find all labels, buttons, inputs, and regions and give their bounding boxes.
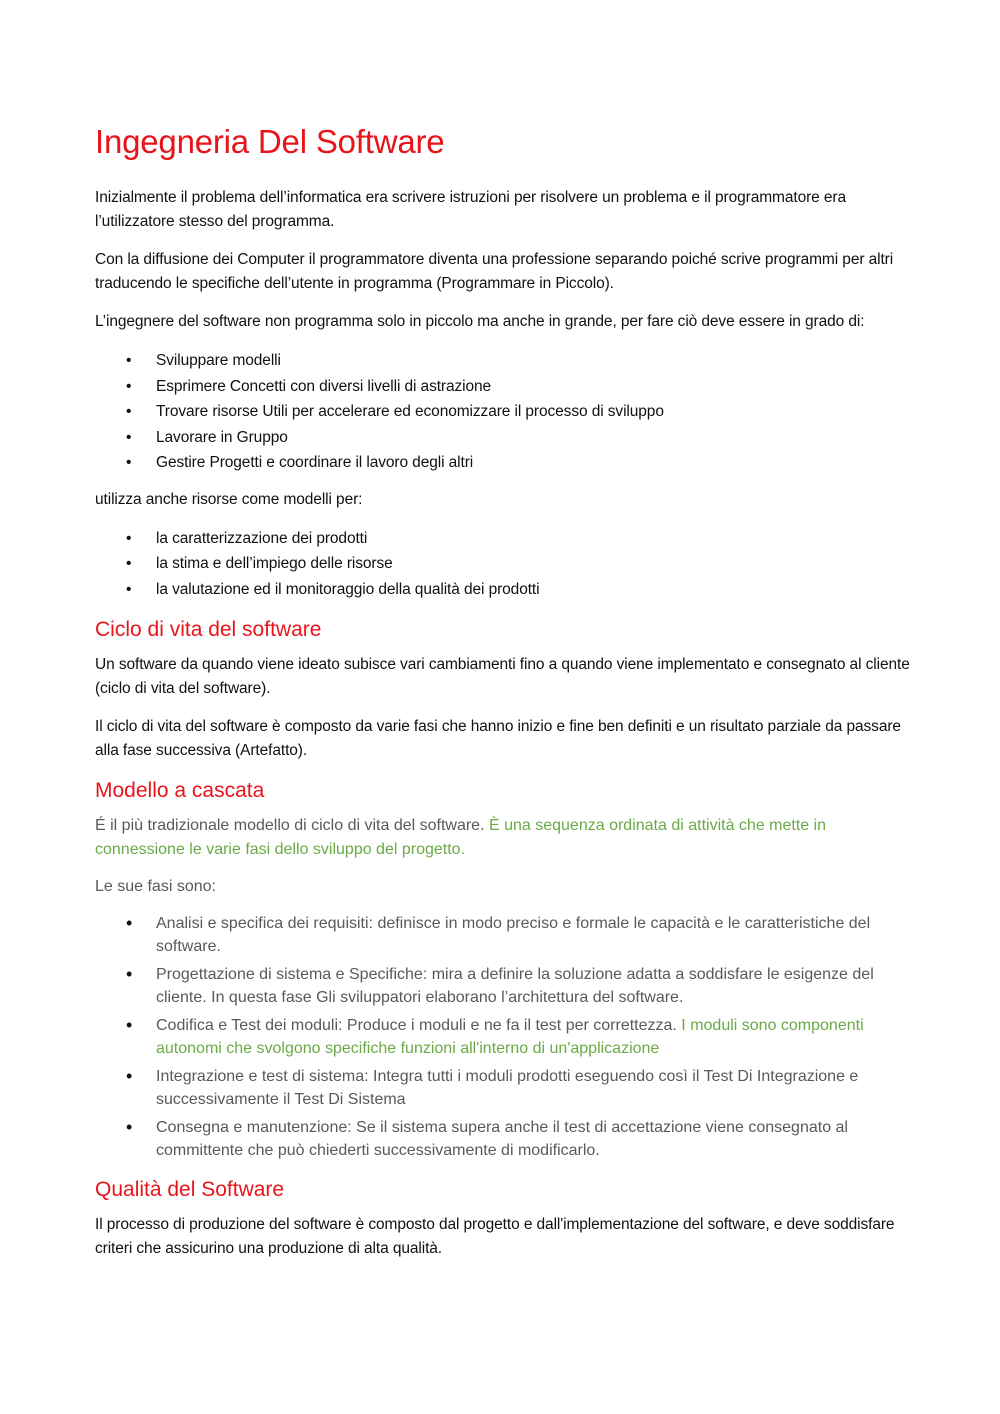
bullet-icon: • [126, 428, 132, 446]
intro-paragraph-1: Inizialmente il problema dell’informatica era scrivere istruzioni per risolvere un problema e il programmatore era l’utilizzatore stesso del programma. [95, 189, 846, 230]
list-item: • Analisi e specifica dei requisiti: definisce in modo preciso e formale le capacità e le caratteristiche del software. [126, 913, 871, 955]
bullet-icon: • [126, 964, 133, 984]
list-item: • Esprimere Concetti con diversi livelli di astrazione [95, 374, 915, 400]
list-item: • Codifica e Test dei moduli: Produce i moduli e ne fa il test per correttezza. I moduli sono componenti autonomi che svolgono specifiche funzioni all'interno di un'applicazione [126, 1015, 864, 1057]
heading-modello-a-cascata: Modello a cascata [95, 779, 265, 802]
heading-ciclo-di-vita: Ciclo di vita del software [95, 618, 322, 641]
uses-list [95, 526, 915, 603]
heading-qualita: Qualità del Software [95, 1178, 285, 1201]
cascata-paragraph-1: É il più tradizionale modello di ciclo di vita del software. È una sequenza ordinata di attività che mette in connessione le varie fasi dello sviluppo del progetto. [95, 817, 827, 858]
intro-paragraph-3: L’ingegnere del software non programma solo in piccolo ma anche in grande, per fare ciò deve essere in grado di: [95, 313, 865, 330]
intro-paragraph-2: Con la diffusione dei Computer il programmatore diventa una professione separando poiché scrive programmi per altri traducendo le specifiche dell’utente in programma (Programmare in Piccolo). [95, 251, 894, 292]
list-item: • la stima e dell’impiego delle risorse [95, 551, 915, 577]
bullet-icon: • [126, 1015, 133, 1035]
bullet-icon: • [126, 377, 132, 395]
bullet-icon: • [126, 529, 132, 547]
bullet-icon: • [126, 1117, 133, 1137]
ciclo-paragraph-2: Il ciclo di vita del software è composto da varie fasi che hanno inizio e fine ben definiti e un risultato parziale da passare alla fase successiva (Artefatto). [95, 718, 901, 759]
document-title: Ingegneria Del Software [95, 123, 445, 160]
list-item: • Consegna e manutenzione: Se il sistema supera anche il test di accettazione viene consegnato al committente che può chiederti successivamente di modificarlo. [126, 1117, 848, 1159]
list-item: • Lavorare in Gruppo [95, 425, 915, 451]
phases-list [95, 913, 915, 1162]
bullet-icon: • [126, 1066, 133, 1086]
bullet-icon: • [126, 913, 133, 933]
cascata-paragraph-2: Le sue fasi sono: [95, 878, 216, 895]
list-item: • Gestire Progetti e coordinare il lavoro degli altri [95, 450, 915, 476]
bullet-icon: • [126, 555, 132, 572]
bullet-icon: • [126, 403, 132, 420]
list-item: • Integrazione e test di sistema: Integra tutti i moduli prodotti eseguendo così il Test Di Integrazione e successivamente il Test Di Sistema [126, 1066, 859, 1108]
ciclo-paragraph-1: Un software da quando viene ideato subisce vari cambiamenti fino a quando viene implementato e consegnato al cliente (ciclo di vita del software). [95, 656, 910, 697]
bullet-icon: • [126, 580, 132, 598]
list-item: • Trovare risorse Utili per accelerare ed economizzare il processo di sviluppo [95, 399, 915, 425]
list-item: • la caratterizzazione dei prodotti [95, 526, 915, 552]
qualita-paragraph-1: Il processo di produzione del software è composto dal progetto e dall'implementazione del software, e deve soddisfare criteri che assicurino una produzione di alta qualità. [95, 1216, 895, 1257]
bullet-icon: • [126, 352, 132, 369]
skills-list [95, 348, 915, 476]
list-item: • Sviluppare modelli [95, 348, 915, 374]
document-page [95, 120, 915, 1275]
list-item: • la valutazione ed il monitoraggio della qualità dei prodotti [95, 577, 915, 603]
bullet-icon: • [126, 454, 132, 471]
list-item: • Progettazione di sistema e Specifiche: mira a definire la soluzione adatta a soddisfare le esigenze del cliente. In questa fase Gli sviluppatori elaborano l’architettura del software. [126, 964, 874, 1006]
intro-paragraph-4: utilizza anche risorse come modelli per: [95, 490, 363, 508]
